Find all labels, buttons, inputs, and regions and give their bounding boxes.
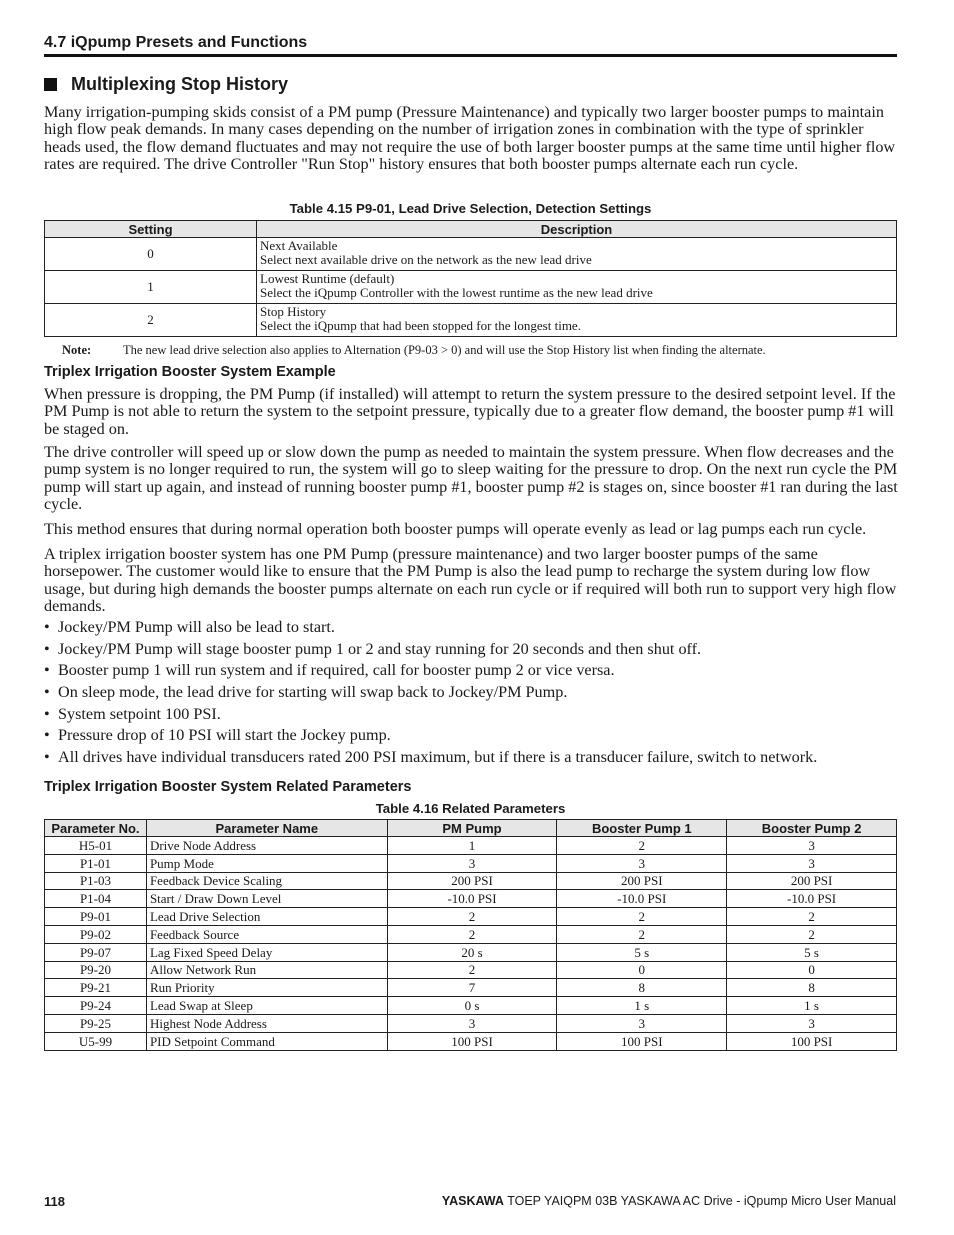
list-item bbox=[44, 749, 817, 771]
table-row bbox=[45, 890, 897, 908]
list-item bbox=[44, 684, 817, 706]
bullet-icon: • bbox=[44, 661, 50, 680]
header-pm-pump: PM Pump bbox=[387, 820, 557, 837]
pm-pump-cell: 1 bbox=[387, 837, 557, 855]
bullet-icon: • bbox=[44, 683, 50, 702]
list-item-text: Jockey/PM Pump will stage booster pump 1 or 2 and stay running for 20 seconds and then shut off. bbox=[58, 639, 702, 658]
pm-pump-cell: 2 bbox=[387, 925, 557, 943]
pm-pump-cell: -10.0 PSI bbox=[387, 890, 557, 908]
footer-doc-title: TOEP YAIQPM 03B YASKAWA AC Drive - iQpump Micro User Manual bbox=[507, 1194, 896, 1208]
booster-pump-1-cell: 3 bbox=[557, 1014, 727, 1032]
table1-header-setting: Setting bbox=[45, 221, 257, 238]
booster-pump-1-cell: 0 bbox=[557, 961, 727, 979]
parameter-name-cell: Run Priority bbox=[146, 979, 387, 997]
booster-pump-1-cell: 200 PSI bbox=[557, 872, 727, 890]
list-item bbox=[44, 706, 817, 728]
example-title: Triplex Irrigation Booster System Example bbox=[44, 364, 336, 380]
booster-pump-2-cell: 3 bbox=[727, 837, 897, 855]
parameter-no-cell: P1-04 bbox=[45, 890, 147, 908]
list-item-text: Jockey/PM Pump will also be lead to start. bbox=[58, 618, 335, 636]
parameter-no-cell: P9-20 bbox=[45, 961, 147, 979]
booster-pump-2-cell: 2 bbox=[727, 925, 897, 943]
pm-pump-cell: 3 bbox=[387, 854, 557, 872]
parameter-name-cell: Start / Draw Down Level bbox=[146, 890, 387, 908]
parameter-no-cell: P9-01 bbox=[45, 908, 147, 926]
booster-pump-1-cell: 8 bbox=[557, 979, 727, 997]
footer-doc bbox=[442, 1194, 896, 1208]
parameter-no-cell: P9-25 bbox=[45, 1014, 147, 1032]
lead-drive-table bbox=[44, 220, 897, 337]
example-paragraph-1: When pressure is dropping, the PM Pump (if installed) will attempt to return the system pressure to the desired setpoint level. If the PM Pump is not able to return the system to the setpoint pressure, typically due to a greater flow demand, the booster pump #1 will be staged on. bbox=[44, 385, 896, 438]
pm-pump-cell: 2 bbox=[387, 961, 557, 979]
square-bullet-icon bbox=[44, 78, 57, 91]
parameter-name-cell: Lag Fixed Speed Delay bbox=[146, 943, 387, 961]
table-row bbox=[45, 854, 897, 872]
parameter-name-cell: Feedback Device Scaling bbox=[146, 872, 387, 890]
table-row bbox=[45, 908, 897, 926]
parameter-name-cell: Highest Node Address bbox=[146, 1014, 387, 1032]
booster-pump-1-cell: 2 bbox=[557, 908, 727, 926]
note bbox=[62, 343, 766, 358]
bullet-icon: • bbox=[44, 639, 50, 658]
intro-paragraph: Many irrigation-pumping skids consist of a PM pump (Pressure Maintenance) and typically two larger booster pumps to maintain high flow peak demands. In many cases depending on the number of irrigation zones in combination with the type of sprinkler heads used, the flow demand fluctuates and may not require the use of both larger booster pumps at the same time until higher flow rates are required. The drive Controller "Run Stop" history ensures that both booster pumps alternate each run cycle. bbox=[44, 103, 896, 173]
list-item bbox=[44, 641, 817, 663]
list-item-text: Booster pump 1 will run system and if required, call for booster pump 2 or vice versa. bbox=[58, 661, 615, 680]
booster-pump-1-cell: 3 bbox=[557, 854, 727, 872]
list-item-text: System setpoint 100 PSI. bbox=[58, 704, 221, 723]
bullet-icon: • bbox=[44, 618, 50, 636]
booster-pump-1-cell: -10.0 PSI bbox=[557, 890, 727, 908]
table-row bbox=[45, 304, 897, 337]
list-item bbox=[44, 619, 817, 641]
setting-cell: 2 bbox=[45, 304, 257, 337]
parameter-no-cell: H5-01 bbox=[45, 837, 147, 855]
booster-pump-2-cell: -10.0 PSI bbox=[727, 890, 897, 908]
list-item bbox=[44, 727, 817, 749]
parameter-no-cell: P9-24 bbox=[45, 997, 147, 1015]
list-item-text: All drives have individual transducers rated 200 PSI maximum, but if there is a transducer failure, switch to network. bbox=[58, 748, 818, 767]
description-cell bbox=[257, 238, 897, 271]
requirements-list bbox=[44, 619, 817, 771]
pm-pump-cell: 3 bbox=[387, 1014, 557, 1032]
parameter-name-cell: Drive Node Address bbox=[146, 837, 387, 855]
description-cell bbox=[257, 304, 897, 337]
pm-pump-cell: 20 s bbox=[387, 943, 557, 961]
table-row bbox=[45, 837, 897, 855]
related-parameters-table bbox=[44, 819, 897, 1051]
list-item-text: Pressure drop of 10 PSI will start the Jockey pump. bbox=[58, 726, 391, 745]
parameter-no-cell: P1-01 bbox=[45, 854, 147, 872]
booster-pump-2-cell: 2 bbox=[727, 908, 897, 926]
description-name: Next Available bbox=[260, 238, 338, 253]
bullet-icon: • bbox=[44, 748, 50, 767]
parameter-name-cell: Feedback Source bbox=[146, 925, 387, 943]
booster-pump-2-cell: 1 s bbox=[727, 997, 897, 1015]
header-rule bbox=[44, 54, 897, 57]
header-booster-pump-2: Booster Pump 2 bbox=[727, 820, 897, 837]
parameter-name-cell: PID Setpoint Command bbox=[146, 1032, 387, 1050]
booster-pump-2-cell: 3 bbox=[727, 854, 897, 872]
bullet-icon: • bbox=[44, 704, 50, 723]
table-row bbox=[45, 1032, 897, 1050]
setting-cell: 1 bbox=[45, 271, 257, 304]
description-cell bbox=[257, 271, 897, 304]
booster-pump-1-cell: 100 PSI bbox=[557, 1032, 727, 1050]
note-label: Note: bbox=[62, 343, 92, 357]
table-row bbox=[45, 961, 897, 979]
bullet-icon: • bbox=[44, 726, 50, 745]
table1-header-description: Description bbox=[257, 221, 897, 238]
description-name: Stop History bbox=[260, 304, 327, 319]
footer-brand: YASKAWA bbox=[441, 1194, 504, 1208]
booster-pump-1-cell: 1 s bbox=[557, 997, 727, 1015]
parameter-name-cell: Pump Mode bbox=[146, 854, 387, 872]
parameter-name-cell: Allow Network Run bbox=[146, 961, 387, 979]
pm-pump-cell: 200 PSI bbox=[387, 872, 557, 890]
booster-pump-2-cell: 3 bbox=[727, 1014, 897, 1032]
example-paragraph-4: A triplex irrigation booster system has one PM Pump (pressure maintenance) and two larger booster pumps of the same horsepower. The customer would like to ensure that the PM Pump is also the lead pump to recharge the system during low flow usage, but during high demands the booster pumps alternate on each run cycle or if required will both run to support very high flow demands. bbox=[44, 545, 897, 615]
booster-pump-2-cell: 100 PSI bbox=[727, 1032, 897, 1050]
example-paragraph-3: This method ensures that during normal operation both booster pumps will operate evenly as lead or lag pumps each run cycle. bbox=[44, 520, 867, 538]
parameter-no-cell: P9-07 bbox=[45, 943, 147, 961]
table-row bbox=[45, 872, 897, 890]
setting-cell: 0 bbox=[45, 238, 257, 271]
booster-pump-1-cell: 2 bbox=[557, 925, 727, 943]
booster-pump-1-cell: 2 bbox=[557, 837, 727, 855]
parameter-no-cell: P1-03 bbox=[45, 872, 147, 890]
section-title-text: Multiplexing Stop History bbox=[71, 74, 289, 94]
parameter-name-cell: Lead Drive Selection bbox=[146, 908, 387, 926]
table1-caption: Table 4.15 P9-01, Lead Drive Selection, Detection Settings bbox=[289, 201, 652, 216]
pm-pump-cell: 0 s bbox=[387, 997, 557, 1015]
description-detail: Select the iQpump Controller with the lowest runtime as the new lead drive bbox=[260, 285, 653, 300]
description-detail: Select next available drive on the network as the new lead drive bbox=[260, 252, 592, 267]
parameter-name-cell: Lead Swap at Sleep bbox=[146, 997, 387, 1015]
table-row bbox=[45, 271, 897, 304]
header-booster-pump-1: Booster Pump 1 bbox=[557, 820, 727, 837]
booster-pump-2-cell: 8 bbox=[727, 979, 897, 997]
table-row bbox=[45, 1014, 897, 1032]
description-detail: Select the iQpump that had been stopped for the longest time. bbox=[260, 318, 581, 333]
description-name: Lowest Runtime (default) bbox=[260, 271, 395, 286]
booster-pump-1-cell: 5 s bbox=[557, 943, 727, 961]
note-text: The new lead drive selection also applies to Alternation (P9-03 > 0) and will use the Stop History list when finding the alternate. bbox=[123, 343, 766, 357]
header-parameter-name: Parameter Name bbox=[146, 820, 387, 837]
pm-pump-cell: 7 bbox=[387, 979, 557, 997]
table-row bbox=[45, 238, 897, 271]
params-title: Triplex Irrigation Booster System Related Parameters bbox=[44, 779, 412, 795]
parameter-no-cell: U5-99 bbox=[45, 1032, 147, 1050]
list-item bbox=[44, 662, 817, 684]
table-row bbox=[45, 997, 897, 1015]
page-header: 4.7 iQpump Presets and Functions bbox=[44, 34, 308, 51]
booster-pump-2-cell: 200 PSI bbox=[727, 872, 897, 890]
table-row bbox=[45, 925, 897, 943]
table2-caption: Table 4.16 Related Parameters bbox=[375, 801, 566, 816]
example-paragraph-2: The drive controller will speed up or slow down the pump as needed to maintain the system pressure. When flow decreases and the pump system is no longer required to run, the system will go to sleep waiting for the pressure to drop. On the next run cycle the PM pump will start up again, and instead of running booster pump #1, booster pump #2 is stages on, since booster #1 ran during the last cycle. bbox=[44, 443, 898, 513]
list-item-text: On sleep mode, the lead drive for starting will swap back to Jockey/PM Pump. bbox=[58, 683, 568, 702]
booster-pump-2-cell: 5 s bbox=[727, 943, 897, 961]
pm-pump-cell: 2 bbox=[387, 908, 557, 926]
pm-pump-cell: 100 PSI bbox=[387, 1032, 557, 1050]
page-number: 118 bbox=[44, 1194, 65, 1209]
header-parameter-no: Parameter No. bbox=[45, 820, 147, 837]
section-title bbox=[44, 74, 288, 95]
table-row bbox=[45, 943, 897, 961]
parameter-no-cell: P9-02 bbox=[45, 925, 147, 943]
params-table-body bbox=[45, 837, 897, 1051]
parameter-no-cell: P9-21 bbox=[45, 979, 147, 997]
booster-pump-2-cell: 0 bbox=[727, 961, 897, 979]
table-row bbox=[45, 979, 897, 997]
